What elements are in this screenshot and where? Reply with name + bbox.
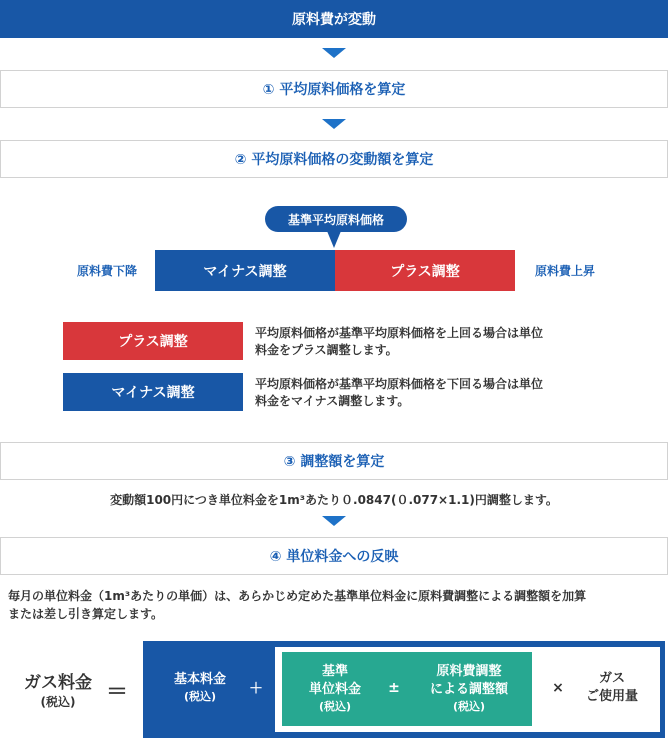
- basic-fee-tax-text: (税込): [183, 690, 217, 703]
- basic-fee-text: 基本料金: [173, 672, 226, 687]
- cost-increase-label: [520, 250, 610, 291]
- gas-usage-cell: [572, 662, 652, 714]
- legend-minus-line-2: 料金をマイナス調整します。: [255, 394, 410, 408]
- cost-increase-text: 原料費上昇: [534, 264, 595, 278]
- down-arrow-icon: [322, 48, 346, 58]
- legend-plus-box: [63, 322, 243, 360]
- legend-plus-label: プラス調整: [118, 334, 188, 350]
- pill-pointer-icon: [327, 231, 341, 248]
- down-arrow-icon: [322, 516, 346, 526]
- times-text: ×: [552, 680, 564, 696]
- plus-text: ＋: [249, 681, 263, 697]
- step-3-note-text: 変動額100円につき単位料金を1m³あたり０.0847(０.077×1.1)円調整します。: [110, 492, 558, 507]
- adjustment-amount-tax: (税込): [452, 700, 486, 713]
- base-unit-fee-tax: (税込): [318, 700, 352, 713]
- legend-minus-line-1: 平均原料価格が基準平均原料価格を下回る場合は単位: [255, 377, 544, 391]
- step-1-box: [0, 70, 668, 108]
- legend-plus-description: [255, 325, 605, 359]
- minus-adjustment-bar: [155, 250, 335, 291]
- base-price-label: 基準平均原料価格: [287, 212, 384, 227]
- base-unit-fee-line-1: 基準: [321, 664, 348, 679]
- minus-adjustment-label: マイナス調整: [203, 263, 287, 280]
- plus-minus-sign: [381, 672, 407, 704]
- step-1-label: ① 平均原料価格を算定: [262, 82, 406, 98]
- header-title: 原料費が変動: [292, 12, 376, 28]
- legend-minus-description: [255, 376, 605, 410]
- plus-adjustment-bar: [335, 250, 515, 291]
- base-unit-fee-cell: [290, 656, 380, 722]
- cost-decrease-text: 原料費下降: [76, 264, 137, 278]
- step-2-box: [0, 140, 668, 178]
- legend-plus-line-1: 平均原料価格が基準平均原料価格を上回る場合は単位: [255, 326, 544, 340]
- step-4-box: [0, 537, 668, 575]
- legend-plus-line-2: 料金をプラス調整します。: [255, 343, 398, 357]
- equals-text: ＝: [105, 679, 128, 705]
- step-4-paragraph-line-1: 毎月の単位料金（1m³あたりの単価）は、あらかじめ定めた基準単位料金に原料費調整による調整額を加算: [8, 589, 587, 603]
- cost-decrease-label: [62, 250, 152, 291]
- gas-fee-text: ガス料金: [24, 673, 92, 693]
- plus-adjustment-label: プラス調整: [390, 263, 460, 280]
- gas-fee-tax-text: (税込): [40, 695, 76, 709]
- basic-fee-cell: [158, 660, 242, 716]
- step-3-note: [0, 489, 668, 509]
- base-unit-fee-line-2: 単位料金: [308, 682, 361, 697]
- step-2-label: ② 平均原料価格の変動額を算定: [234, 152, 434, 168]
- step-3-label: ③ 調整額を算定: [283, 454, 385, 470]
- adjustment-amount-line-2: による調整額: [429, 682, 508, 697]
- gas-usage-line-2: ご使用量: [585, 689, 638, 704]
- step-4-paragraph-line-2: または差し引き算定します。: [8, 607, 164, 621]
- plus-sign: [243, 672, 269, 704]
- legend-minus-box: [63, 373, 243, 411]
- gas-fee-label: [8, 663, 108, 719]
- equals-sign: [97, 668, 137, 712]
- step-4-paragraph: [8, 587, 663, 623]
- adjustment-amount-line-1: 原料費調整: [436, 664, 502, 679]
- step-3-box: [0, 442, 668, 480]
- adjustment-amount-cell: [410, 656, 528, 722]
- header-bar: [0, 0, 668, 38]
- legend-minus-label: マイナス調整: [111, 385, 195, 401]
- down-arrow-icon: [322, 119, 346, 129]
- base-price-pill: [265, 206, 407, 232]
- gas-usage-line-1: ガス: [598, 671, 625, 686]
- plus-minus-text: ±: [388, 680, 400, 696]
- step-4-label: ④ 単位料金への反映: [269, 549, 399, 565]
- times-sign: [544, 672, 572, 704]
